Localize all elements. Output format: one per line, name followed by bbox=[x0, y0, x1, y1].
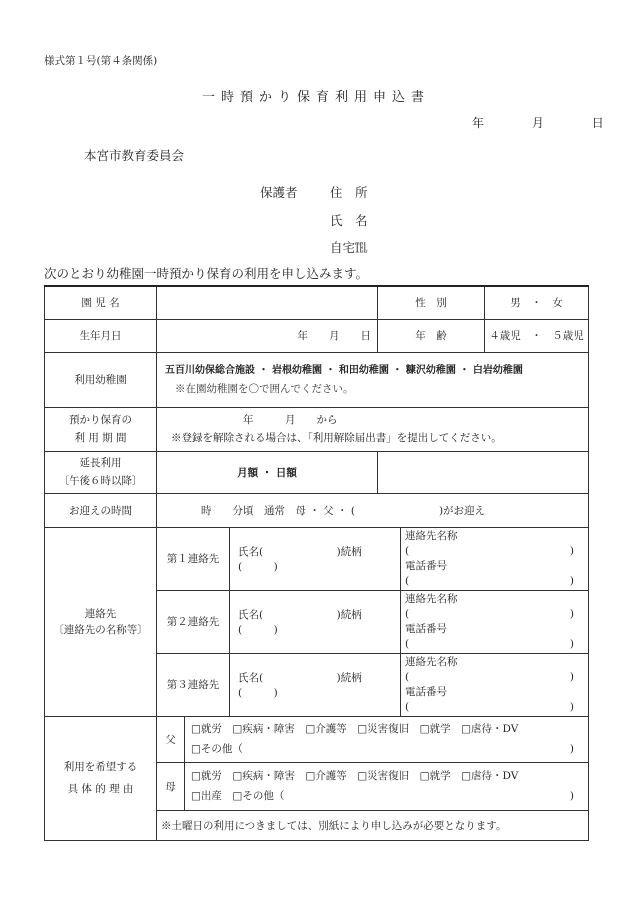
sex-options[interactable]: 男 ・ 女 bbox=[485, 286, 589, 319]
mother-label: 母 bbox=[157, 762, 185, 810]
row-kindergarten bbox=[45, 352, 589, 407]
contact-1-label: 第１連絡先 bbox=[157, 527, 230, 590]
contact-3-label: 第３連絡先 bbox=[157, 653, 230, 716]
mother-reasons-line2[interactable]: □出産 □その他（ ) bbox=[191, 790, 574, 802]
date-year-label: 年 bbox=[472, 116, 485, 130]
contact-2-place-paren: ( ) bbox=[405, 607, 574, 620]
date-day-label: 日 bbox=[591, 116, 604, 130]
contact-2-details[interactable] bbox=[401, 590, 589, 653]
contact-1-place-paren: ( ) bbox=[405, 544, 574, 557]
row-pickup bbox=[45, 493, 589, 527]
mother-reasons-line1[interactable]: □就労 □疾病・障害 □介護等 □災害復旧 □就学 □虐待・DV bbox=[191, 770, 519, 782]
kindergarten-label: 利用幼稚園 bbox=[45, 352, 157, 407]
row-reason-father bbox=[45, 716, 589, 762]
contact-3-phone-label: 電話番号 bbox=[405, 685, 447, 698]
period-note: ※登録を解除される場合は、「利用解除届出書」を提出してください。 bbox=[171, 432, 502, 444]
application-form-table bbox=[44, 285, 589, 841]
father-reasons[interactable] bbox=[185, 716, 589, 762]
pickup-label: お迎えの時間 bbox=[45, 493, 157, 527]
period-value: 年 月 から bbox=[243, 414, 338, 426]
period-label bbox=[45, 407, 157, 451]
father-reasons-line2[interactable]: □その他（ ) bbox=[191, 743, 574, 755]
kindergarten-options[interactable]: 五百川幼保総合施設 ・ 岩根幼稚園 ・ 和田幼稚園 ・ 糠沢幼稚園 ・ 白岩幼稚園 bbox=[165, 364, 523, 376]
row-extended bbox=[45, 451, 589, 493]
birth-field[interactable]: 年 月 日 bbox=[157, 319, 378, 352]
father-label: 父 bbox=[157, 716, 185, 762]
period-label-line1: 預かり保育の bbox=[69, 414, 132, 426]
reasons-label-line2: 具 体 的 理 由 bbox=[67, 783, 134, 795]
kindergarten-field[interactable] bbox=[157, 352, 589, 407]
period-label-line2: 利 用 期 間 bbox=[74, 432, 127, 444]
reasons-label-line1: 利用を希望する bbox=[63, 761, 138, 773]
intro-text: 次のとおり幼稚園一時預かり保育の利用を申し込みます。 bbox=[44, 266, 369, 281]
age-options[interactable]: ４歳児 ・ ５歳児 bbox=[485, 319, 589, 352]
contact-1-name-field[interactable]: 氏名( )続柄( ) bbox=[230, 527, 401, 590]
contacts-label-line1: 連絡先 bbox=[84, 607, 117, 620]
extended-label-line1: 延長利用 bbox=[79, 457, 122, 469]
extended-options[interactable]: 月額 ・ 日額 bbox=[157, 451, 378, 493]
contact-1-phone-label: 電話番号 bbox=[405, 559, 447, 572]
address-label: 住 所 bbox=[330, 185, 368, 200]
date-line bbox=[472, 114, 604, 131]
age-label: 年 齢 bbox=[378, 319, 485, 352]
sex-label: 性 別 bbox=[378, 286, 485, 319]
contact-1-place-label: 連絡先名称 bbox=[405, 529, 458, 542]
child-name-field[interactable] bbox=[157, 286, 378, 319]
row-child-name bbox=[45, 286, 589, 319]
contact-3-place-label: 連絡先名称 bbox=[405, 655, 458, 668]
kindergarten-note: ※在園幼稚園を〇で囲んでください。 bbox=[175, 382, 354, 395]
addressee: 本宮市教育委員会 bbox=[84, 148, 185, 163]
mother-reasons[interactable] bbox=[185, 762, 589, 810]
row-contact-1 bbox=[45, 527, 589, 590]
contact-2-name-field[interactable]: 氏名( )続柄( ) bbox=[230, 590, 401, 653]
contact-3-phone-paren: ( ) bbox=[405, 700, 574, 713]
contact-2-phone-paren: ( ) bbox=[405, 637, 574, 650]
contact-3-details[interactable] bbox=[401, 653, 589, 716]
date-month-label: 月 bbox=[531, 116, 544, 130]
saturday-note: ※土曜日の利用につきましては、別紙により申し込みが必要となります。 bbox=[157, 810, 589, 840]
contacts-label bbox=[45, 527, 157, 716]
period-field[interactable] bbox=[157, 407, 589, 451]
guardian-label: 保護者 bbox=[260, 185, 298, 200]
extended-label bbox=[45, 451, 157, 493]
extended-label-line2: 〔午後６時以降〕 bbox=[58, 475, 143, 487]
contacts-label-line2: 〔連絡先の名称等〕 bbox=[53, 623, 148, 636]
form-number: 様式第１号(第４条関係) bbox=[44, 55, 158, 67]
extended-blank bbox=[378, 451, 589, 493]
father-reasons-line1[interactable]: □就労 □疾病・障害 □介護等 □災害復旧 □就学 □虐待・DV bbox=[191, 723, 519, 735]
contact-3-place-paren: ( ) bbox=[405, 670, 574, 683]
contact-2-label: 第２連絡先 bbox=[157, 590, 230, 653]
guardian-name-label: 氏 名 bbox=[330, 213, 368, 228]
contact-2-place-label: 連絡先名称 bbox=[405, 592, 458, 605]
home-tel-label: 自宅℡ bbox=[330, 240, 368, 255]
contact-1-phone-paren: ( ) bbox=[405, 574, 574, 587]
birth-label: 生年月日 bbox=[45, 319, 157, 352]
contact-1-details[interactable] bbox=[401, 527, 589, 590]
contact-3-name-field[interactable]: 氏名( )続柄( ) bbox=[230, 653, 401, 716]
pickup-field[interactable]: 時 分頃 通常 母 ・ 父 ・ ( )がお迎え bbox=[157, 493, 589, 527]
child-name-label: 園 児 名 bbox=[45, 286, 157, 319]
row-period bbox=[45, 407, 589, 451]
contact-2-phone-label: 電話番号 bbox=[405, 622, 447, 635]
row-birth bbox=[45, 319, 589, 352]
reasons-label bbox=[45, 716, 157, 840]
page-title: 一時預かり保育利用申込書 bbox=[202, 90, 431, 105]
